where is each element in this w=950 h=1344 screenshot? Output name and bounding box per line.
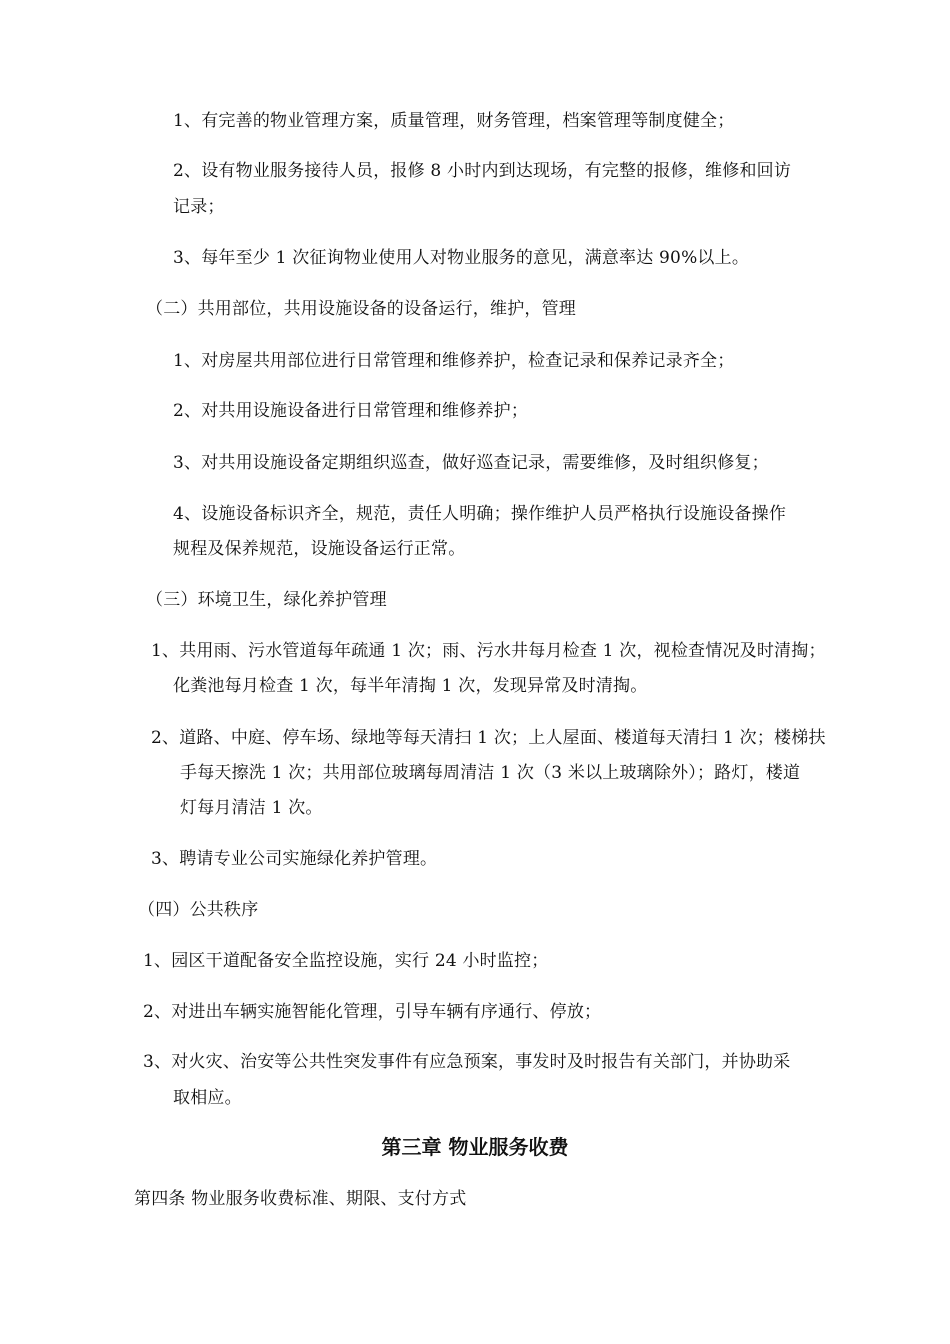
text-line-20: 2、对进出车辆实施智能化管理，引导车辆有序通行、停放； bbox=[143, 1002, 602, 1022]
text-line-4: 3、每年至少 1 次征询物业使用人对物业服务的意见，满意率达 90%以上。 bbox=[173, 248, 750, 268]
text-line-6: 1、对房屋共用部位进行日常管理和维修养护，检查记录和保养记录齐全； bbox=[173, 351, 735, 371]
text-line-8: 3、对共用设施设备定期组织巡查，做好巡查记录，需要维修，及时组织修复； bbox=[173, 453, 769, 473]
text-line-19: 1、园区干道配备安全监控设施，实行 24 小时监控； bbox=[143, 951, 549, 971]
text-line-15: 手每天擦洗 1 次；共用部位玻璃每周清洁 1 次（3 米以上玻璃除外）；路灯，楼道 bbox=[180, 763, 801, 783]
text-line-3: 记录； bbox=[173, 197, 225, 217]
text-line-17: 3、聘请专业公司实施绿化养护管理。 bbox=[151, 849, 438, 869]
section-heading-4: （四）公共秩序 bbox=[138, 900, 259, 920]
text-line-10: 规程及保养规范，设施设备运行正常。 bbox=[173, 539, 466, 559]
chapter-title: 第三章 物业服务收费 bbox=[381, 1135, 569, 1159]
text-line-14: 2、道路、中庭、停车场、绿地等每天清扫 1 次；上人屋面、楼道每天清扫 1 次；楼梯扶 bbox=[151, 728, 826, 748]
section-heading-2: （二）共用部位，共用设施设备的设备运行，维护，管理 bbox=[146, 299, 576, 319]
text-line-13: 化粪池每月检查 1 次，每半年清掏 1 次，发现异常及时清掏。 bbox=[173, 676, 648, 696]
text-line-21: 3、对火灾、治安等公共性突发事件有应急预案，事发时及时报告有关部门，并协助采 bbox=[143, 1052, 791, 1072]
text-line-22: 取相应。 bbox=[173, 1088, 242, 1108]
text-line-1: 1、有完善的物业管理方案，质量管理，财务管理，档案管理等制度健全； bbox=[173, 111, 735, 131]
text-line-9: 4、设施设备标识齐全，规范，责任人明确；操作维护人员严格执行设施设备操作 bbox=[173, 504, 787, 524]
article-heading: 第四条 物业服务收费标准、期限、支付方式 bbox=[134, 1189, 467, 1209]
text-line-2: 2、设有物业服务接待人员，报修 8 小时内到达现场，有完整的报修，维修和回访 bbox=[173, 161, 792, 181]
text-line-16: 灯每月清洁 1 次。 bbox=[180, 798, 323, 818]
section-heading-3: （三）环境卫生，绿化养护管理 bbox=[146, 590, 387, 610]
text-line-12: 1、共用雨、污水管道每年疏通 1 次；雨、污水井每月检查 1 次，视检查情况及时清掏； bbox=[151, 641, 826, 661]
text-line-7: 2、对共用设施设备进行日常管理和维修养护； bbox=[173, 401, 529, 421]
